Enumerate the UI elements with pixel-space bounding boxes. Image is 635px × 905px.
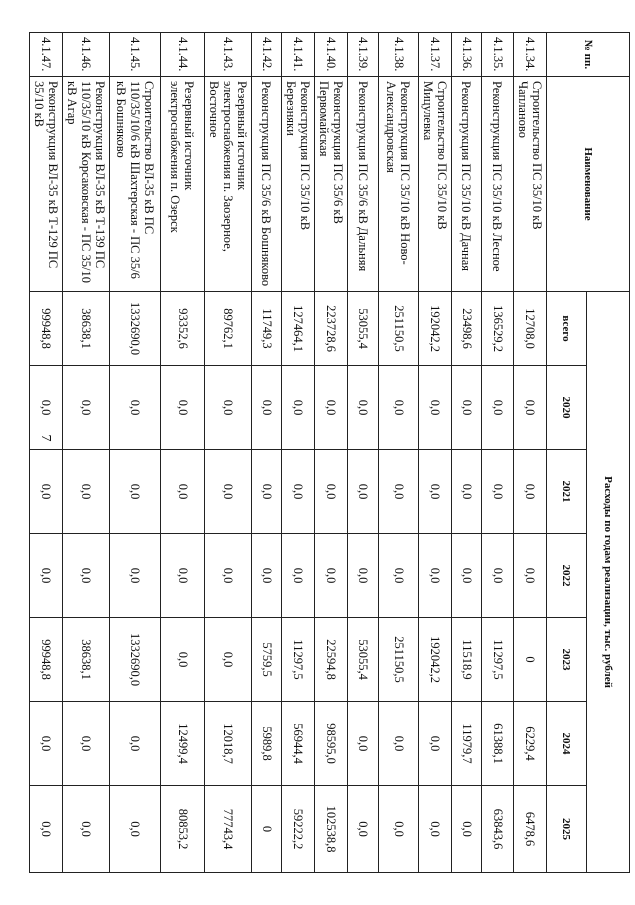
row-number: 4.1.34. [514, 33, 547, 77]
row-value-2024: 12499,4 [161, 702, 205, 786]
row-value-2022: 0,0 [452, 534, 482, 618]
header-year: 2020 [547, 366, 587, 450]
row-value-2025: 6478,6 [514, 786, 547, 873]
row-value-2020: 0,0 [161, 366, 205, 450]
row-value-2024: 98595,0 [315, 702, 348, 786]
table-row [205, 33, 252, 873]
row-value-2024: 11979,7 [452, 702, 482, 786]
row-name: Резервный источник электроснабжения п. Заозерное, Восточное [205, 77, 252, 292]
header-total: всего [547, 292, 587, 366]
row-value-2021: 0,0 [110, 450, 161, 534]
row-value-2022: 0,0 [482, 534, 514, 618]
row-value-2021: 0,0 [379, 450, 419, 534]
row-value-2023: 11518,9 [452, 618, 482, 702]
row-value-2022: 0,0 [282, 534, 315, 618]
row-value-2025: 0,0 [110, 786, 161, 873]
row-value-2023: 38638,1 [63, 618, 110, 702]
row-value-2022: 0,0 [315, 534, 348, 618]
row-value-2020: 0,0 [452, 366, 482, 450]
table-row [282, 33, 315, 873]
row-total: 99948,8 [30, 292, 63, 366]
row-number: 4.1.45. [110, 33, 161, 77]
row-name: Реконструкция ПС 35/10 кВ Березняки [282, 77, 315, 292]
row-value-2020: 0,0 [315, 366, 348, 450]
row-value-2025: 80853,2 [161, 786, 205, 873]
row-total: 53055,4 [348, 292, 379, 366]
row-total: 89762,1 [205, 292, 252, 366]
row-value-2023: 251150,5 [379, 618, 419, 702]
row-value-2022: 0,0 [348, 534, 379, 618]
row-value-2024: 0,0 [63, 702, 110, 786]
row-name: Реконструкция ПС 35/6 кВ Бошняково [252, 77, 282, 292]
header-year: 2023 [547, 618, 587, 702]
row-value-2021: 0,0 [30, 450, 63, 534]
table-row [452, 33, 482, 873]
header-year: 2025 [547, 786, 587, 873]
table-row [110, 33, 161, 873]
row-value-2023: 0 [514, 618, 547, 702]
row-value-2024: 0,0 [419, 702, 452, 786]
header-year: 2024 [547, 702, 587, 786]
row-value-2025: 0,0 [419, 786, 452, 873]
row-value-2021: 0,0 [482, 450, 514, 534]
row-number: 4.1.36. [452, 33, 482, 77]
row-total: 12708,0 [514, 292, 547, 366]
row-number: 4.1.37. [419, 33, 452, 77]
row-value-2022: 0,0 [63, 534, 110, 618]
table-row [30, 33, 63, 873]
header-year: 2021 [547, 450, 587, 534]
row-value-2020: 0,0 [30, 366, 63, 450]
row-value-2024: 61388,1 [482, 702, 514, 786]
table-row [63, 33, 110, 873]
row-value-2025: 102538,8 [315, 786, 348, 873]
row-value-2024: 0,0 [110, 702, 161, 786]
rotated-table-container [32, 32, 630, 872]
row-value-2020: 0,0 [282, 366, 315, 450]
row-value-2022: 0,0 [110, 534, 161, 618]
row-name: Строительство ВЛ-35 кВ ПС 110/35/10/6 кВ Шахтерская - ПС 35/6 кВ Бошняково [110, 77, 161, 292]
row-value-2025: 0,0 [63, 786, 110, 873]
row-value-2023: 53055,4 [348, 618, 379, 702]
header-num: № пп. [547, 33, 630, 77]
row-name: Реконструкция ПС 35/10 кВ Лесное [482, 77, 514, 292]
row-value-2022: 0,0 [161, 534, 205, 618]
row-total: 136529,2 [482, 292, 514, 366]
expenses-table [29, 32, 630, 873]
row-total: 251150,5 [379, 292, 419, 366]
row-value-2020: 0,0 [514, 366, 547, 450]
row-total: 38638,1 [63, 292, 110, 366]
table-row [419, 33, 452, 873]
row-value-2023: 11297,5 [282, 618, 315, 702]
row-value-2023: 22594,8 [315, 618, 348, 702]
row-number: 4.1.39. [348, 33, 379, 77]
row-value-2020: 0,0 [419, 366, 452, 450]
row-number: 4.1.35. [482, 33, 514, 77]
row-value-2024: 12018,7 [205, 702, 252, 786]
row-name: Реконструкция ПС 35/6 кВ Дальняя [348, 77, 379, 292]
row-total: 23498,6 [452, 292, 482, 366]
row-value-2021: 0,0 [315, 450, 348, 534]
table-row [379, 33, 419, 873]
row-value-2021: 0,0 [419, 450, 452, 534]
row-name: Резервный источник электроснабжения п. Озерск [161, 77, 205, 292]
row-name: Строительство ПС 35/10 кВ Чапланово [514, 77, 547, 292]
row-name: Реконструкция ВЛ-35 кВ Т-139 ПС 110/35/10 кВ Корсаковская - ПС 35/10 кВ Агар [63, 77, 110, 292]
row-value-2021: 0,0 [161, 450, 205, 534]
row-value-2021: 0,0 [514, 450, 547, 534]
row-value-2020: 0,0 [482, 366, 514, 450]
header-expenses: Расходы по годам реализации, тыс. рублей [587, 292, 630, 873]
row-value-2022: 0,0 [205, 534, 252, 618]
row-value-2020: 0,0 [110, 366, 161, 450]
row-value-2022: 0,0 [379, 534, 419, 618]
row-value-2024: 0,0 [30, 702, 63, 786]
table-region [32, 32, 630, 872]
row-value-2025: 0,0 [452, 786, 482, 873]
row-name: Реконструкция ПС 35/6 кВ Первомайская [315, 77, 348, 292]
row-number: 4.1.42. [252, 33, 282, 77]
row-value-2023: 1332690,0 [110, 618, 161, 702]
row-name: Реконструкция ПС 35/10 кВ Дачная [452, 77, 482, 292]
row-value-2020: 0,0 [205, 366, 252, 450]
row-value-2023: 5759,5 [252, 618, 282, 702]
row-value-2024: 0,0 [348, 702, 379, 786]
page-number: 7 [38, 434, 53, 442]
row-total: 93352,6 [161, 292, 205, 366]
row-value-2023: 99948,8 [30, 618, 63, 702]
row-value-2022: 0,0 [252, 534, 282, 618]
table-row [482, 33, 514, 873]
row-value-2021: 0,0 [252, 450, 282, 534]
table-row [161, 33, 205, 873]
row-value-2024: 6229,4 [514, 702, 547, 786]
row-name: Реконструкция ВЛ-35 кВ Т-129 ПС 35/10 кВ [30, 77, 63, 292]
row-number: 4.1.41. [282, 33, 315, 77]
row-number: 4.1.40. [315, 33, 348, 77]
table-row [252, 33, 282, 873]
row-value-2023: 0,0 [161, 618, 205, 702]
row-value-2020: 0,0 [379, 366, 419, 450]
row-value-2021: 0,0 [205, 450, 252, 534]
row-total: 192042,2 [419, 292, 452, 366]
row-number: 4.1.47. [30, 33, 63, 77]
row-number: 4.1.46. [63, 33, 110, 77]
row-value-2023: 0,0 [205, 618, 252, 702]
row-value-2025: 0,0 [30, 786, 63, 873]
row-value-2025: 77743,4 [205, 786, 252, 873]
table-row [514, 33, 547, 873]
row-name: Строительство ПС 35/10 кВ Мицулевка [419, 77, 452, 292]
row-value-2022: 0,0 [30, 534, 63, 618]
row-value-2020: 0,0 [252, 366, 282, 450]
row-value-2025: 0 [252, 786, 282, 873]
row-value-2023: 11297,5 [482, 618, 514, 702]
row-value-2021: 0,0 [452, 450, 482, 534]
row-number: 4.1.43. [205, 33, 252, 77]
row-name: Реконструкция ПС 35/10 кВ Ново-Александровская [379, 77, 419, 292]
header-year: 2022 [547, 534, 587, 618]
row-value-2025: 0,0 [379, 786, 419, 873]
row-value-2024: 5989,8 [252, 702, 282, 786]
row-value-2025: 63843,6 [482, 786, 514, 873]
row-total: 223728,6 [315, 292, 348, 366]
row-value-2020: 0,0 [348, 366, 379, 450]
row-value-2024: 56944,4 [282, 702, 315, 786]
row-value-2025: 0,0 [348, 786, 379, 873]
row-value-2020: 0,0 [63, 366, 110, 450]
row-value-2022: 0,0 [514, 534, 547, 618]
row-number: 4.1.38. [379, 33, 419, 77]
table-body [30, 33, 547, 873]
table-row [315, 33, 348, 873]
row-value-2025: 59222,2 [282, 786, 315, 873]
row-value-2022: 0,0 [419, 534, 452, 618]
row-value-2023: 192042,2 [419, 618, 452, 702]
header-name: Наименование [547, 77, 630, 292]
row-total: 127464,1 [282, 292, 315, 366]
row-value-2024: 0,0 [379, 702, 419, 786]
row-total: 1332690,0 [110, 292, 161, 366]
table-row [348, 33, 379, 873]
row-value-2021: 0,0 [348, 450, 379, 534]
row-number: 4.1.44. [161, 33, 205, 77]
row-total: 11749,3 [252, 292, 282, 366]
row-value-2021: 0,0 [282, 450, 315, 534]
row-value-2021: 0,0 [63, 450, 110, 534]
